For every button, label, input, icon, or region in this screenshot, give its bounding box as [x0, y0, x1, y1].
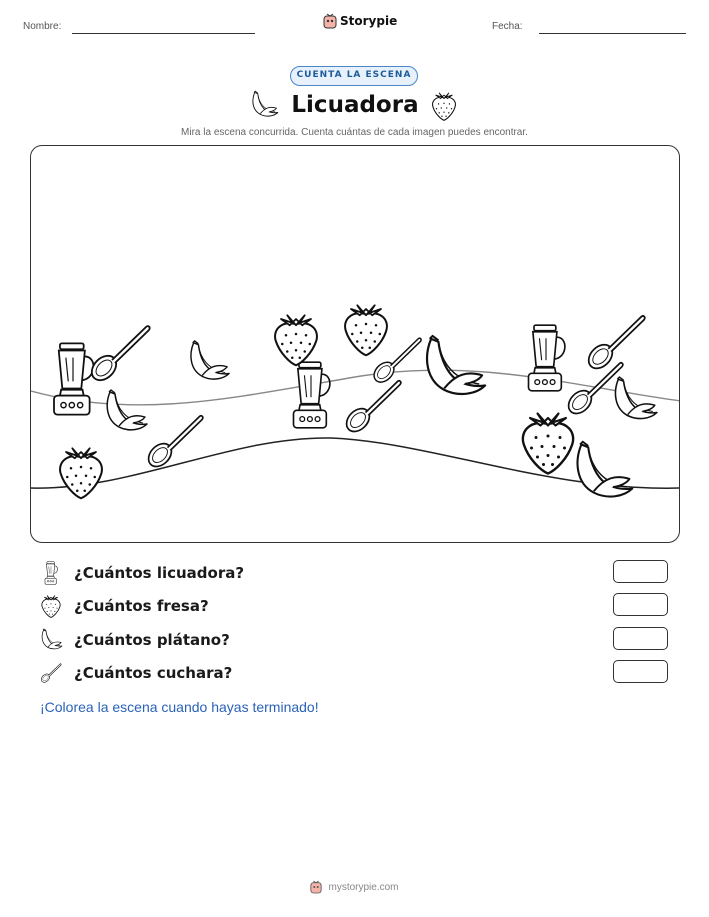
spoon-icon	[144, 416, 203, 471]
scene-illustration	[31, 146, 680, 543]
answer-box-spoon[interactable]	[613, 660, 668, 683]
question-row-strawberry	[38, 594, 209, 618]
brand-name: Storypie	[340, 14, 398, 28]
coloring-message: ¡Colorea la escena cuando hayas terminado!	[40, 699, 319, 715]
strawberry-icon	[275, 315, 317, 365]
storypie-mascot-icon	[310, 880, 322, 894]
question-text: ¿Cuántos cuchara?	[74, 664, 233, 682]
storypie-mascot-icon	[323, 13, 337, 29]
banana-icon	[107, 390, 147, 430]
strawberry-icon	[430, 91, 458, 121]
answer-box-blender[interactable]	[613, 560, 668, 583]
question-text: ¿Cuántos plátano?	[74, 631, 230, 649]
question-row-blender	[38, 561, 244, 585]
blender-icon	[38, 561, 64, 585]
date-line[interactable]	[539, 33, 686, 34]
blender-icon	[529, 325, 565, 391]
name-line[interactable]	[72, 33, 255, 34]
instructions: Mira la escena concurrida. Cuenta cuántas de cada imagen puedes encontrar.	[181, 127, 528, 138]
spoon-icon	[342, 381, 401, 436]
spoon-icon	[87, 326, 150, 385]
question-text: ¿Cuántos licuadora?	[74, 564, 245, 582]
answer-box-banana[interactable]	[613, 627, 668, 650]
spoon-icon	[38, 661, 64, 685]
banana-icon	[191, 341, 229, 379]
banana-icon	[38, 628, 64, 652]
strawberry-icon	[60, 448, 102, 498]
blender-icon	[54, 343, 94, 414]
blender-icon	[294, 362, 330, 428]
spoon-icon	[584, 316, 645, 373]
date-label: Fecha:	[492, 21, 523, 32]
banana-icon	[427, 336, 485, 394]
name-label: Nombre:	[23, 21, 62, 32]
strawberry-icon	[38, 594, 64, 618]
storypie-logo	[323, 13, 397, 29]
strawberry-icon	[345, 305, 387, 355]
page-title: Licuadora	[291, 92, 419, 118]
question-row-spoon	[38, 661, 232, 685]
question-row-banana	[38, 628, 230, 652]
footer-brand	[0, 880, 709, 894]
footer-site-link[interactable]: mystorypie.com	[328, 881, 399, 893]
banana-icon	[615, 377, 656, 418]
banana-icon	[578, 442, 633, 497]
question-text: ¿Cuántos fresa?	[74, 597, 209, 615]
answer-box-strawberry[interactable]	[613, 593, 668, 616]
worksheet-type-badge: CUENTA LA ESCENA	[290, 66, 418, 86]
scene-panel	[30, 145, 680, 543]
strawberry-icon	[523, 414, 573, 474]
